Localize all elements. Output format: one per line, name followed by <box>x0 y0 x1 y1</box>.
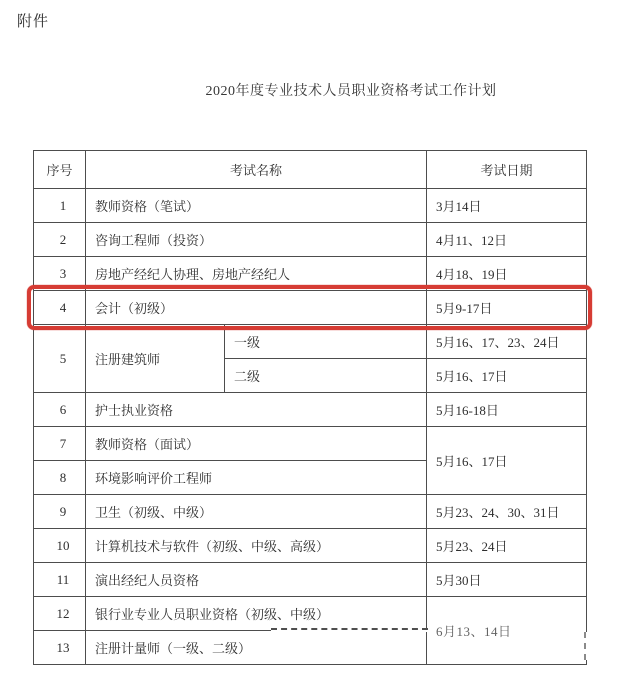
cell-exam-date: 4月18、19日 <box>427 257 587 291</box>
cell-exam-date: 5月16、17日 <box>427 427 587 495</box>
cell-exam-date: 3月14日 <box>427 189 587 223</box>
table-row <box>34 325 587 359</box>
cell-exam-date: 5月23、24、30、31日 <box>427 495 587 529</box>
cell-no: 7 <box>34 427 86 461</box>
cell-no: 11 <box>34 563 86 597</box>
cell-no: 10 <box>34 529 86 563</box>
table-row <box>34 563 587 597</box>
cell-exam-level: 一级 <box>225 325 427 359</box>
table-row <box>34 223 587 257</box>
cell-exam-date: 5月9-17日 <box>427 291 587 325</box>
table-row <box>34 393 587 427</box>
cell-no: 4 <box>34 291 86 325</box>
cell-no: 8 <box>34 461 86 495</box>
table-row <box>34 257 587 291</box>
cell-exam-name: 护士执业资格 <box>86 393 427 427</box>
cell-exam-name: 注册计量师（一级、二级） <box>86 631 427 665</box>
table-header-row <box>34 151 587 189</box>
cell-no: 13 <box>34 631 86 665</box>
table-row <box>34 189 587 223</box>
cell-exam-name: 会计（初级） <box>86 291 427 325</box>
cell-exam-name: 演出经纪人员资格 <box>86 563 427 597</box>
cell-exam-date: 5月16、17日 <box>427 359 587 393</box>
attachment-label: 附件 <box>17 14 50 30</box>
cell-exam-name: 咨询工程师（投资） <box>86 223 427 257</box>
exam-table-container <box>33 150 586 665</box>
table-row <box>34 597 587 631</box>
cell-exam-name: 银行业专业人员职业资格（初级、中级） <box>86 597 427 631</box>
cell-exam-date: 5月16、17、23、24日 <box>427 325 587 359</box>
table-row <box>34 529 587 563</box>
table-row-highlighted <box>34 291 587 325</box>
document-title: 2020年度专业技术人员职业资格考试工作计划 <box>205 84 497 99</box>
cell-exam-name: 注册建筑师 <box>86 325 225 393</box>
cell-no: 3 <box>34 257 86 291</box>
table-row <box>34 427 587 461</box>
cell-no: 6 <box>34 393 86 427</box>
cell-exam-name: 计算机技术与软件（初级、中级、高级） <box>86 529 427 563</box>
header-name: 考试名称 <box>86 151 427 189</box>
table-row <box>34 495 587 529</box>
cell-exam-name: 教师资格（笔试） <box>86 189 427 223</box>
cell-exam-name: 房地产经纪人协理、房地产经纪人 <box>86 257 427 291</box>
cell-exam-name: 教师资格（面试） <box>86 427 427 461</box>
cell-exam-level: 二级 <box>225 359 427 393</box>
cell-exam-date: 5月23、24日 <box>427 529 587 563</box>
cell-no: 9 <box>34 495 86 529</box>
header-date: 考试日期 <box>427 151 587 189</box>
cell-exam-date: 5月16-18日 <box>427 393 587 427</box>
cell-exam-date: 4月11、12日 <box>427 223 587 257</box>
cell-no: 1 <box>34 189 86 223</box>
cell-exam-name: 环境影响评价工程师 <box>86 461 427 495</box>
cell-no: 2 <box>34 223 86 257</box>
cell-exam-date: 6月13、14日 <box>427 597 587 665</box>
cell-exam-name: 卫生（初级、中级） <box>86 495 427 529</box>
cell-exam-date: 5月30日 <box>427 563 587 597</box>
cell-no: 12 <box>34 597 86 631</box>
header-no: 序号 <box>34 151 86 189</box>
exam-table <box>33 150 587 665</box>
cell-no: 5 <box>34 325 86 393</box>
